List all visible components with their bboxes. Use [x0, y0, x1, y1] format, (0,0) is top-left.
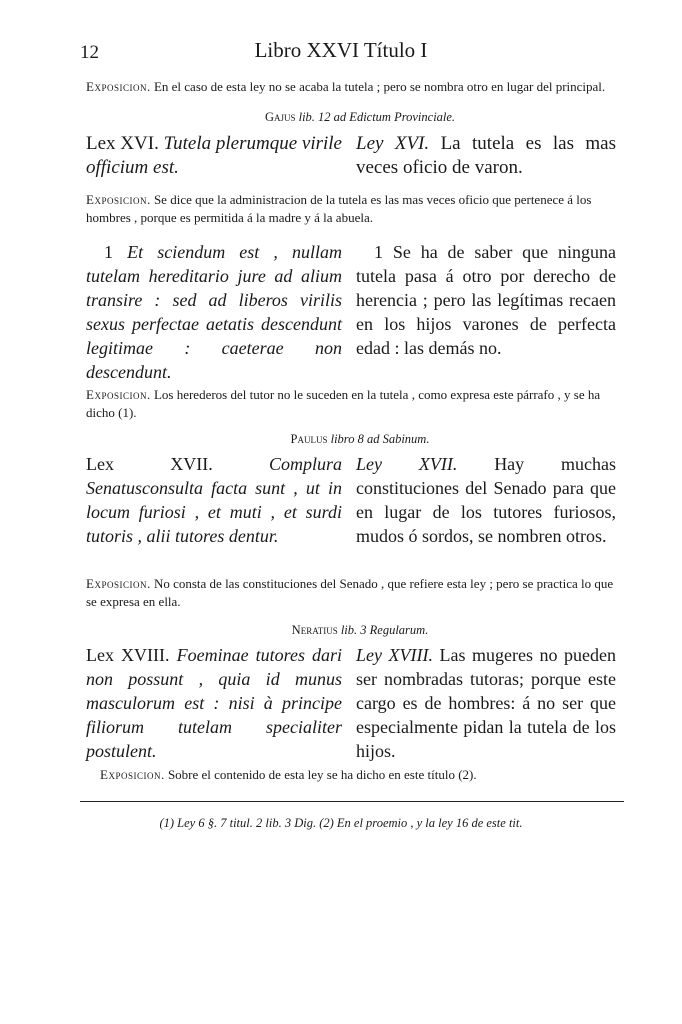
- exposicion-4: [86, 575, 618, 611]
- exposicion-text: No consta de las constituciones del Senado , que refiere esta ley ; pero se practica lo que se expresa en ella.: [86, 576, 614, 609]
- lex-label: Lex XVI.: [86, 133, 159, 154]
- exposicion-label: Exposicion.: [86, 79, 151, 94]
- lex-xviii-latin: [86, 643, 342, 763]
- footnotes: (1) Ley 6 §. 7 titul. 2 lib. 3 Dig. (2) En el proemio , y la ley 16 de este tit.: [159, 816, 523, 830]
- footnote-rule: [80, 801, 624, 802]
- paragraph-text: Se ha de saber que ninguna tutela pasa á otro por derecho de herencia ; pero las legítimas recaen en los hijos varones de perfecta edad : las demás no.: [356, 242, 616, 358]
- source-ref: libro 8 ad Sabinum.: [330, 432, 430, 446]
- ley-label: Ley XVIII.: [356, 645, 433, 665]
- exposicion-5: [100, 766, 620, 784]
- ley-text: Las mugeres no pueden ser nombradas tutoras; porque este cargo es de hombres: á no ser que especialmente pidan la tutela de los hijos.: [356, 645, 616, 761]
- ley-xvi-spanish: [356, 132, 616, 180]
- paragraph-text: Et sciendum est , nullam tutelam hereditario jure ad alium transire : sed ad liberos virilis sexus perfectae aetatis descendunt legitimae : caeterae non descendunt.: [86, 242, 342, 382]
- running-title: Libro XXVI Título I: [254, 38, 428, 62]
- exposicion-text: Los herederos del tutor no le suceden en la tutela , como expresa este párrafo , y se ha dicho (1).: [86, 387, 601, 420]
- source-author: Neratius: [291, 623, 338, 637]
- exposicion-text: Sobre el contenido de esta ley se ha dicho en este título (2).: [167, 767, 477, 782]
- exposicion-label: Exposicion.: [86, 576, 151, 591]
- ley-text: Hay muchas constituciones del Senado para que en lugar de los tutores furiosos, mudos ó sordos, se nombren otros.: [356, 454, 617, 546]
- ley-xviii-spanish: [356, 643, 616, 763]
- exposicion-label: Exposicion.: [100, 767, 165, 782]
- exposicion-3: [86, 386, 618, 422]
- source-paulus: [150, 432, 570, 447]
- exposicion-1: [86, 78, 618, 96]
- exposicion-label: Exposicion.: [86, 192, 151, 207]
- paragraph-1-latin: [86, 240, 342, 384]
- lex-text: Tutela plerumque virile officium est.: [86, 133, 342, 178]
- lex-xvii-latin: [86, 452, 342, 548]
- lex-label: Lex XVII.: [86, 454, 213, 474]
- ley-text: La tutela es las mas veces oficio de varon.: [356, 133, 616, 178]
- exposicion-text: Se dice que la administracion de la tutela es las mas veces oficio que pertenece á los hombres , porque es permitida á la madre y á la abuela.: [86, 192, 592, 225]
- exposicion-text: En el caso de esta ley no se acaba la tutela ; pero se nombra otro en lugar del principal.: [153, 79, 606, 94]
- lex-label: Lex XVIII.: [86, 645, 170, 665]
- ley-label: Ley XVII.: [356, 454, 458, 474]
- source-author: Paulus: [290, 432, 328, 446]
- source-neratius: [150, 623, 570, 638]
- ley-label: Ley XVI.: [356, 133, 430, 154]
- lex-text: Foeminae tutores dari non possunt , quia id munus masculorum est : nisi à principe filiorum tutelam specialiter postulent.: [86, 645, 343, 761]
- lex-text: Complura Senatusconsulta facta sunt , ut in locum furiosi , et muti , et surdi tutoris , alii tutores dentur.: [86, 454, 342, 546]
- paragraph-number: 1: [374, 242, 383, 262]
- ley-xvii-spanish: [356, 452, 616, 548]
- paragraph-number: 1: [104, 242, 113, 262]
- page-number: 12: [80, 42, 99, 63]
- lex-xvi-latin: [86, 132, 342, 180]
- source-author: Gajus: [264, 110, 296, 124]
- exposicion-2: [86, 191, 618, 227]
- paragraph-1-spanish: [356, 240, 616, 360]
- source-ref: lib. 3 Regularum.: [340, 623, 429, 637]
- source-gajus: [150, 110, 570, 125]
- source-ref: lib. 12 ad Edictum Provinciale.: [298, 110, 456, 124]
- exposicion-label: Exposicion.: [86, 387, 151, 402]
